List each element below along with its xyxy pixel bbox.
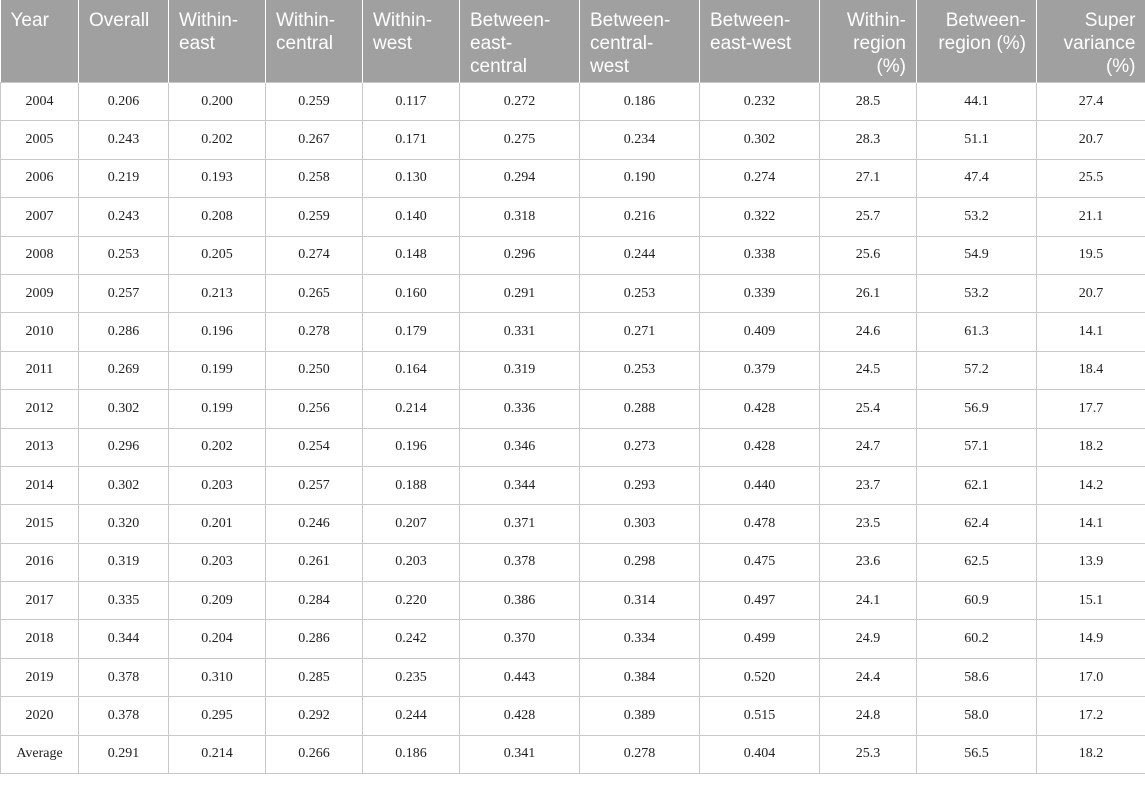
table-cell: 0.318 bbox=[460, 198, 580, 236]
table-cell: 0.256 bbox=[266, 390, 363, 428]
table-cell: 0.140 bbox=[363, 198, 460, 236]
table-cell: 20.7 bbox=[1037, 121, 1145, 159]
table-cell: 0.200 bbox=[169, 83, 266, 121]
table-cell: 0.475 bbox=[700, 543, 820, 581]
table-cell: 60.9 bbox=[917, 582, 1037, 620]
column-header bbox=[169, 0, 266, 83]
table-cell: 0.404 bbox=[700, 735, 820, 773]
table-cell: 0.338 bbox=[700, 236, 820, 274]
column-header-line: variance bbox=[1063, 33, 1136, 54]
table-cell: 23.6 bbox=[820, 543, 917, 581]
table-cell: 0.440 bbox=[700, 466, 820, 504]
column-header-line: Between- bbox=[945, 10, 1026, 31]
table-cell: 56.9 bbox=[917, 390, 1037, 428]
table-cell: 27.1 bbox=[820, 159, 917, 197]
table-cell: 0.148 bbox=[363, 236, 460, 274]
table-cell: 0.188 bbox=[363, 466, 460, 504]
row-label-cell: 2006 bbox=[1, 159, 79, 197]
table-row bbox=[1, 543, 1145, 581]
table-cell: 19.5 bbox=[1037, 236, 1145, 274]
table-row bbox=[1, 121, 1145, 159]
column-header bbox=[266, 0, 363, 83]
table-cell: 25.4 bbox=[820, 390, 917, 428]
table-cell: 24.5 bbox=[820, 351, 917, 389]
table-cell: 0.117 bbox=[363, 83, 460, 121]
table-cell: 0.250 bbox=[266, 351, 363, 389]
table-cell: 0.244 bbox=[580, 236, 700, 274]
header-row bbox=[1, 0, 1145, 83]
table-cell: 0.265 bbox=[266, 274, 363, 312]
table-cell: 0.186 bbox=[580, 83, 700, 121]
table-cell: 0.274 bbox=[700, 159, 820, 197]
table-cell: 0.278 bbox=[580, 735, 700, 773]
table-cell: 0.302 bbox=[700, 121, 820, 159]
table-cell: 0.275 bbox=[460, 121, 580, 159]
table-row bbox=[1, 313, 1145, 351]
table-cell: 0.378 bbox=[79, 697, 169, 735]
table-cell: 13.9 bbox=[1037, 543, 1145, 581]
table-cell: 0.274 bbox=[266, 236, 363, 274]
column-header-line: central bbox=[276, 33, 334, 54]
table-row bbox=[1, 159, 1145, 197]
table-cell: 0.193 bbox=[169, 159, 266, 197]
table-cell: 0.302 bbox=[79, 466, 169, 504]
column-header-line: Between- bbox=[590, 10, 671, 31]
table-cell: 0.243 bbox=[79, 198, 169, 236]
column-header-line: east bbox=[179, 33, 215, 54]
table-cell: 0.243 bbox=[79, 121, 169, 159]
column-header-line: Between- bbox=[470, 10, 551, 31]
column-header-line: west bbox=[373, 33, 413, 54]
table-cell: 0.190 bbox=[580, 159, 700, 197]
table-cell: 0.258 bbox=[266, 159, 363, 197]
table-cell: 24.8 bbox=[820, 697, 917, 735]
table-cell: 25.7 bbox=[820, 198, 917, 236]
table-cell: 0.409 bbox=[700, 313, 820, 351]
column-header bbox=[1037, 0, 1145, 83]
table-cell: 58.6 bbox=[917, 658, 1037, 696]
table-cell: 0.319 bbox=[460, 351, 580, 389]
table-cell: 0.443 bbox=[460, 658, 580, 696]
column-header bbox=[580, 0, 700, 83]
table-cell: 0.286 bbox=[266, 620, 363, 658]
table-cell: 0.205 bbox=[169, 236, 266, 274]
table-row bbox=[1, 658, 1145, 696]
table-cell: 0.266 bbox=[266, 735, 363, 773]
table-cell: 0.344 bbox=[79, 620, 169, 658]
table-cell: 58.0 bbox=[917, 697, 1037, 735]
table-cell: 0.203 bbox=[363, 543, 460, 581]
table-cell: 0.378 bbox=[460, 543, 580, 581]
table-cell: 0.389 bbox=[580, 697, 700, 735]
table-cell: 0.179 bbox=[363, 313, 460, 351]
table-cell: 0.204 bbox=[169, 620, 266, 658]
column-header bbox=[917, 0, 1037, 83]
table-cell: 0.208 bbox=[169, 198, 266, 236]
table-cell: 0.253 bbox=[580, 274, 700, 312]
table-cell: 14.1 bbox=[1037, 505, 1145, 543]
table-cell: 0.201 bbox=[169, 505, 266, 543]
column-header-line: region (%) bbox=[938, 33, 1026, 54]
table-cell: 0.331 bbox=[460, 313, 580, 351]
table-cell: 57.1 bbox=[917, 428, 1037, 466]
table-cell: 25.5 bbox=[1037, 159, 1145, 197]
table-cell: 0.206 bbox=[79, 83, 169, 121]
table-cell: 0.272 bbox=[460, 83, 580, 121]
table-cell: 0.160 bbox=[363, 274, 460, 312]
row-label-cell: 2013 bbox=[1, 428, 79, 466]
column-header bbox=[363, 0, 460, 83]
table-cell: 18.2 bbox=[1037, 428, 1145, 466]
table-cell: 0.298 bbox=[580, 543, 700, 581]
table-cell: 0.234 bbox=[580, 121, 700, 159]
table-cell: 0.346 bbox=[460, 428, 580, 466]
table-cell: 20.7 bbox=[1037, 274, 1145, 312]
table-row bbox=[1, 505, 1145, 543]
column-header bbox=[79, 0, 169, 83]
column-header-line: Super bbox=[1084, 10, 1136, 31]
table-cell: 62.4 bbox=[917, 505, 1037, 543]
table-cell: 0.344 bbox=[460, 466, 580, 504]
table-body bbox=[1, 83, 1145, 774]
table-row bbox=[1, 236, 1145, 274]
table-cell: 0.288 bbox=[580, 390, 700, 428]
table-cell: 0.242 bbox=[363, 620, 460, 658]
column-header-line: Within- bbox=[373, 10, 433, 31]
column-header-line: east- bbox=[470, 33, 513, 54]
table-cell: 18.2 bbox=[1037, 735, 1145, 773]
table-cell: 28.3 bbox=[820, 121, 917, 159]
table-cell: 0.320 bbox=[79, 505, 169, 543]
table-cell: 0.515 bbox=[700, 697, 820, 735]
table-cell: 53.2 bbox=[917, 198, 1037, 236]
table-cell: 0.216 bbox=[580, 198, 700, 236]
table-cell: 0.196 bbox=[169, 313, 266, 351]
row-label-cell: Average bbox=[1, 735, 79, 773]
table-cell: 28.5 bbox=[820, 83, 917, 121]
table-cell: 0.335 bbox=[79, 582, 169, 620]
table-cell: 0.314 bbox=[580, 582, 700, 620]
table-cell: 0.253 bbox=[79, 236, 169, 274]
table-header bbox=[1, 0, 1145, 83]
table-cell: 0.428 bbox=[700, 428, 820, 466]
table-row bbox=[1, 582, 1145, 620]
table-cell: 0.257 bbox=[266, 466, 363, 504]
table-cell: 0.246 bbox=[266, 505, 363, 543]
column-header-line: Overall bbox=[89, 10, 150, 31]
table-cell: 17.7 bbox=[1037, 390, 1145, 428]
table-cell: 0.203 bbox=[169, 466, 266, 504]
table-cell: 0.254 bbox=[266, 428, 363, 466]
table-cell: 0.232 bbox=[700, 83, 820, 121]
table-row bbox=[1, 428, 1145, 466]
table-cell: 0.379 bbox=[700, 351, 820, 389]
column-header-line: central- bbox=[590, 33, 654, 54]
table-cell: 0.213 bbox=[169, 274, 266, 312]
column-header-line: central bbox=[470, 56, 528, 77]
row-label-cell: 2018 bbox=[1, 620, 79, 658]
table-cell: 0.164 bbox=[363, 351, 460, 389]
table-row bbox=[1, 620, 1145, 658]
table-cell: 0.339 bbox=[700, 274, 820, 312]
row-label-cell: 2004 bbox=[1, 83, 79, 121]
table-cell: 27.4 bbox=[1037, 83, 1145, 121]
column-header-line: west bbox=[590, 56, 630, 77]
table-cell: 0.336 bbox=[460, 390, 580, 428]
row-label-cell: 2010 bbox=[1, 313, 79, 351]
table-cell: 0.296 bbox=[460, 236, 580, 274]
table-cell: 0.271 bbox=[580, 313, 700, 351]
table-cell: 17.0 bbox=[1037, 658, 1145, 696]
table-cell: 0.235 bbox=[363, 658, 460, 696]
table-cell: 0.202 bbox=[169, 428, 266, 466]
table-cell: 18.4 bbox=[1037, 351, 1145, 389]
table-cell: 0.478 bbox=[700, 505, 820, 543]
table-cell: 24.1 bbox=[820, 582, 917, 620]
table-row bbox=[1, 351, 1145, 389]
table-cell: 15.1 bbox=[1037, 582, 1145, 620]
table-cell: 24.9 bbox=[820, 620, 917, 658]
table-cell: 0.261 bbox=[266, 543, 363, 581]
table-cell: 61.3 bbox=[917, 313, 1037, 351]
table-row bbox=[1, 390, 1145, 428]
table-cell: 0.267 bbox=[266, 121, 363, 159]
table-cell: 57.2 bbox=[917, 351, 1037, 389]
table-cell: 62.5 bbox=[917, 543, 1037, 581]
table-cell: 54.9 bbox=[917, 236, 1037, 274]
table-cell: 0.497 bbox=[700, 582, 820, 620]
table-cell: 0.259 bbox=[266, 198, 363, 236]
column-header-line: (%) bbox=[1105, 56, 1136, 77]
table-cell: 24.4 bbox=[820, 658, 917, 696]
table-cell: 0.196 bbox=[363, 428, 460, 466]
table-cell: 0.296 bbox=[79, 428, 169, 466]
table-cell: 0.428 bbox=[460, 697, 580, 735]
column-header bbox=[820, 0, 917, 83]
table-cell: 0.209 bbox=[169, 582, 266, 620]
table-cell: 0.284 bbox=[266, 582, 363, 620]
table-cell: 14.9 bbox=[1037, 620, 1145, 658]
table-cell: 25.3 bbox=[820, 735, 917, 773]
table-cell: 0.199 bbox=[169, 390, 266, 428]
table-cell: 24.7 bbox=[820, 428, 917, 466]
table-cell: 0.310 bbox=[169, 658, 266, 696]
table-cell: 17.2 bbox=[1037, 697, 1145, 735]
column-header-line: east-west bbox=[710, 33, 792, 54]
table-cell: 0.259 bbox=[266, 83, 363, 121]
column-header-line: (%) bbox=[876, 56, 906, 77]
column-header-line: Year bbox=[10, 10, 49, 31]
table-cell: 0.253 bbox=[580, 351, 700, 389]
table-cell: 0.214 bbox=[169, 735, 266, 773]
table-cell: 0.378 bbox=[79, 658, 169, 696]
table-cell: 47.4 bbox=[917, 159, 1037, 197]
table-cell: 0.370 bbox=[460, 620, 580, 658]
column-header-line: Within- bbox=[179, 10, 239, 31]
table-cell: 24.6 bbox=[820, 313, 917, 351]
column-header bbox=[1, 0, 79, 83]
row-label-cell: 2011 bbox=[1, 351, 79, 389]
column-header-line: Within- bbox=[846, 10, 906, 31]
table-cell: 44.1 bbox=[917, 83, 1037, 121]
table-cell: 0.295 bbox=[169, 697, 266, 735]
column-header bbox=[700, 0, 820, 83]
table-cell: 0.203 bbox=[169, 543, 266, 581]
table-cell: 14.1 bbox=[1037, 313, 1145, 351]
table-cell: 0.293 bbox=[580, 466, 700, 504]
row-label-cell: 2012 bbox=[1, 390, 79, 428]
table-cell: 62.1 bbox=[917, 466, 1037, 504]
table-cell: 0.291 bbox=[79, 735, 169, 773]
row-label-cell: 2008 bbox=[1, 236, 79, 274]
table-cell: 0.278 bbox=[266, 313, 363, 351]
table-row bbox=[1, 697, 1145, 735]
table-cell: 23.5 bbox=[820, 505, 917, 543]
row-label-cell: 2020 bbox=[1, 697, 79, 735]
row-label-cell: 2007 bbox=[1, 198, 79, 236]
table-cell: 25.6 bbox=[820, 236, 917, 274]
table-cell: 0.341 bbox=[460, 735, 580, 773]
table-cell: 0.130 bbox=[363, 159, 460, 197]
table-cell: 0.257 bbox=[79, 274, 169, 312]
table-cell: 0.220 bbox=[363, 582, 460, 620]
column-header bbox=[460, 0, 580, 83]
table-cell: 0.269 bbox=[79, 351, 169, 389]
row-label-cell: 2015 bbox=[1, 505, 79, 543]
table-cell: 0.334 bbox=[580, 620, 700, 658]
table-row bbox=[1, 466, 1145, 504]
table-cell: 0.319 bbox=[79, 543, 169, 581]
table-cell: 0.291 bbox=[460, 274, 580, 312]
table-cell: 0.214 bbox=[363, 390, 460, 428]
table-cell: 0.499 bbox=[700, 620, 820, 658]
row-label-cell: 2016 bbox=[1, 543, 79, 581]
column-header-line: region bbox=[853, 33, 906, 54]
table-cell: 0.520 bbox=[700, 658, 820, 696]
table-cell: 23.7 bbox=[820, 466, 917, 504]
table-cell: 26.1 bbox=[820, 274, 917, 312]
table-cell: 0.219 bbox=[79, 159, 169, 197]
table-cell: 51.1 bbox=[917, 121, 1037, 159]
table-cell: 0.428 bbox=[700, 390, 820, 428]
table-cell: 53.2 bbox=[917, 274, 1037, 312]
table-cell: 0.186 bbox=[363, 735, 460, 773]
table-cell: 0.244 bbox=[363, 697, 460, 735]
table-cell: 0.286 bbox=[79, 313, 169, 351]
table-cell: 0.384 bbox=[580, 658, 700, 696]
row-label-cell: 2019 bbox=[1, 658, 79, 696]
table-cell: 0.171 bbox=[363, 121, 460, 159]
table-cell: 14.2 bbox=[1037, 466, 1145, 504]
row-label-cell: 2005 bbox=[1, 121, 79, 159]
column-header-line: Within- bbox=[276, 10, 336, 31]
table-cell: 0.371 bbox=[460, 505, 580, 543]
table-row bbox=[1, 198, 1145, 236]
table-cell: 0.303 bbox=[580, 505, 700, 543]
table-cell: 56.5 bbox=[917, 735, 1037, 773]
table-cell: 0.199 bbox=[169, 351, 266, 389]
table-cell: 0.202 bbox=[169, 121, 266, 159]
table-cell: 60.2 bbox=[917, 620, 1037, 658]
table-cell: 0.292 bbox=[266, 697, 363, 735]
table-cell: 0.207 bbox=[363, 505, 460, 543]
table-row bbox=[1, 735, 1145, 773]
table-cell: 0.285 bbox=[266, 658, 363, 696]
row-label-cell: 2014 bbox=[1, 466, 79, 504]
column-header-line: Between- bbox=[710, 10, 791, 31]
table-cell: 0.273 bbox=[580, 428, 700, 466]
table-cell: 21.1 bbox=[1037, 198, 1145, 236]
table-row bbox=[1, 83, 1145, 121]
table-cell: 0.386 bbox=[460, 582, 580, 620]
table-row bbox=[1, 274, 1145, 312]
row-label-cell: 2009 bbox=[1, 274, 79, 312]
table-cell: 0.294 bbox=[460, 159, 580, 197]
table-cell: 0.322 bbox=[700, 198, 820, 236]
table-cell: 0.302 bbox=[79, 390, 169, 428]
row-label-cell: 2017 bbox=[1, 582, 79, 620]
